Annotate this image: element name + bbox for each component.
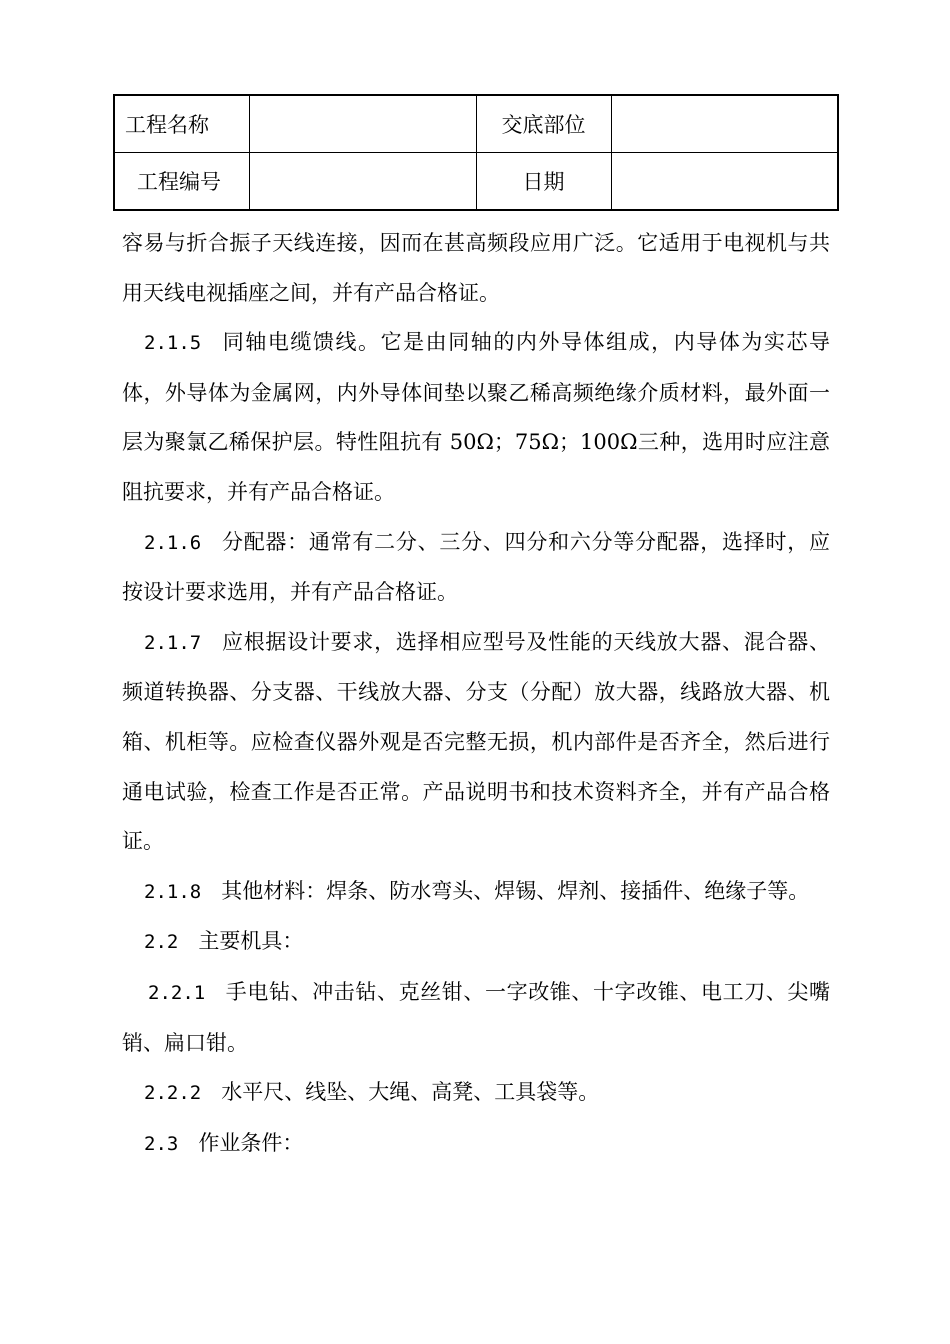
date-value xyxy=(611,153,838,211)
paragraph-text: 应根据设计要求，选择相应型号及性能的天线放大器、混合器、频道转换器、分支器、干线放大器、分支（分配）放大器，线路放大器、机箱、机柜等。应检查仪器外观是否完整无损，机内部件是否齐全，然后进行通电试验，检查工作是否正常。产品说明书和技术资料齐全，并有产品合格证。 xyxy=(122,629,830,854)
paragraph-text: 作业条件： xyxy=(198,1130,304,1155)
section-number: 2.3 xyxy=(144,1132,179,1155)
handover-part-label: 交底部位 xyxy=(476,95,611,153)
project-number-label: 工程编号 xyxy=(114,153,249,211)
paragraph-text: 容易与折合振子天线连接，因而在甚高频段应用广泛。它适用于电视机与共用天线电视插座之间，并有产品合格证。 xyxy=(122,231,830,305)
handover-part-value xyxy=(611,95,838,153)
section-number: 2.2.1 xyxy=(148,981,206,1004)
project-name-label: 工程名称 xyxy=(114,95,249,153)
paragraph-continuation xyxy=(122,219,830,318)
paragraph-2-2-2 xyxy=(122,1068,830,1119)
header-row-2 xyxy=(114,153,838,211)
paragraph-2-1-6 xyxy=(122,518,830,618)
paragraph-2-2 xyxy=(122,917,830,968)
section-number: 2.1.5 xyxy=(144,332,202,355)
header-table xyxy=(113,94,839,211)
paragraph-2-2-1 xyxy=(122,968,830,1068)
paragraph-2-3 xyxy=(122,1119,830,1170)
project-number-value xyxy=(249,153,476,211)
date-label: 日期 xyxy=(476,153,611,211)
section-number: 2.1.6 xyxy=(144,531,202,554)
paragraph-2-1-7 xyxy=(122,618,830,867)
body-text xyxy=(122,219,830,1169)
paragraph-2-1-8 xyxy=(122,867,830,918)
paragraph-text: 分配器：通常有二分、三分、四分和六分等分配器，选择时，应按设计要求选用，并有产品合格证。 xyxy=(122,529,830,605)
paragraph-text: 水平尺、线坠、大绳、高凳、工具袋等。 xyxy=(221,1080,600,1105)
paragraph-2-1-5 xyxy=(122,318,830,517)
paragraph-text: 同轴电缆馈线。它是由同轴的内外导体组成，内导体为实芯导体，外导体为金属网，内外导体间垫以聚乙稀高频绝缘介质材料，最外面一层为聚氯乙稀保护层。特性阻抗有 50Ω；75Ω；100Ω三种，选用时应注意阻抗要求，并有产品合格证。 xyxy=(122,330,830,504)
paragraph-text: 其他材料：焊条、防水弯头、焊锡、焊剂、接插件、绝缘子等。 xyxy=(221,878,810,903)
section-number: 2.1.7 xyxy=(144,631,202,654)
section-number: 2.2.2 xyxy=(144,1082,202,1105)
section-number: 2.1.8 xyxy=(144,880,202,903)
paragraph-text: 主要机具： xyxy=(198,929,304,954)
section-number: 2.2 xyxy=(144,931,179,954)
project-name-value xyxy=(249,95,476,153)
paragraph-text: 手电钻、冲击钻、克丝钳、一字改锥、十字改锥、电工刀、尖嘴销、扁口钳。 xyxy=(122,979,830,1055)
header-row-1 xyxy=(114,95,838,153)
